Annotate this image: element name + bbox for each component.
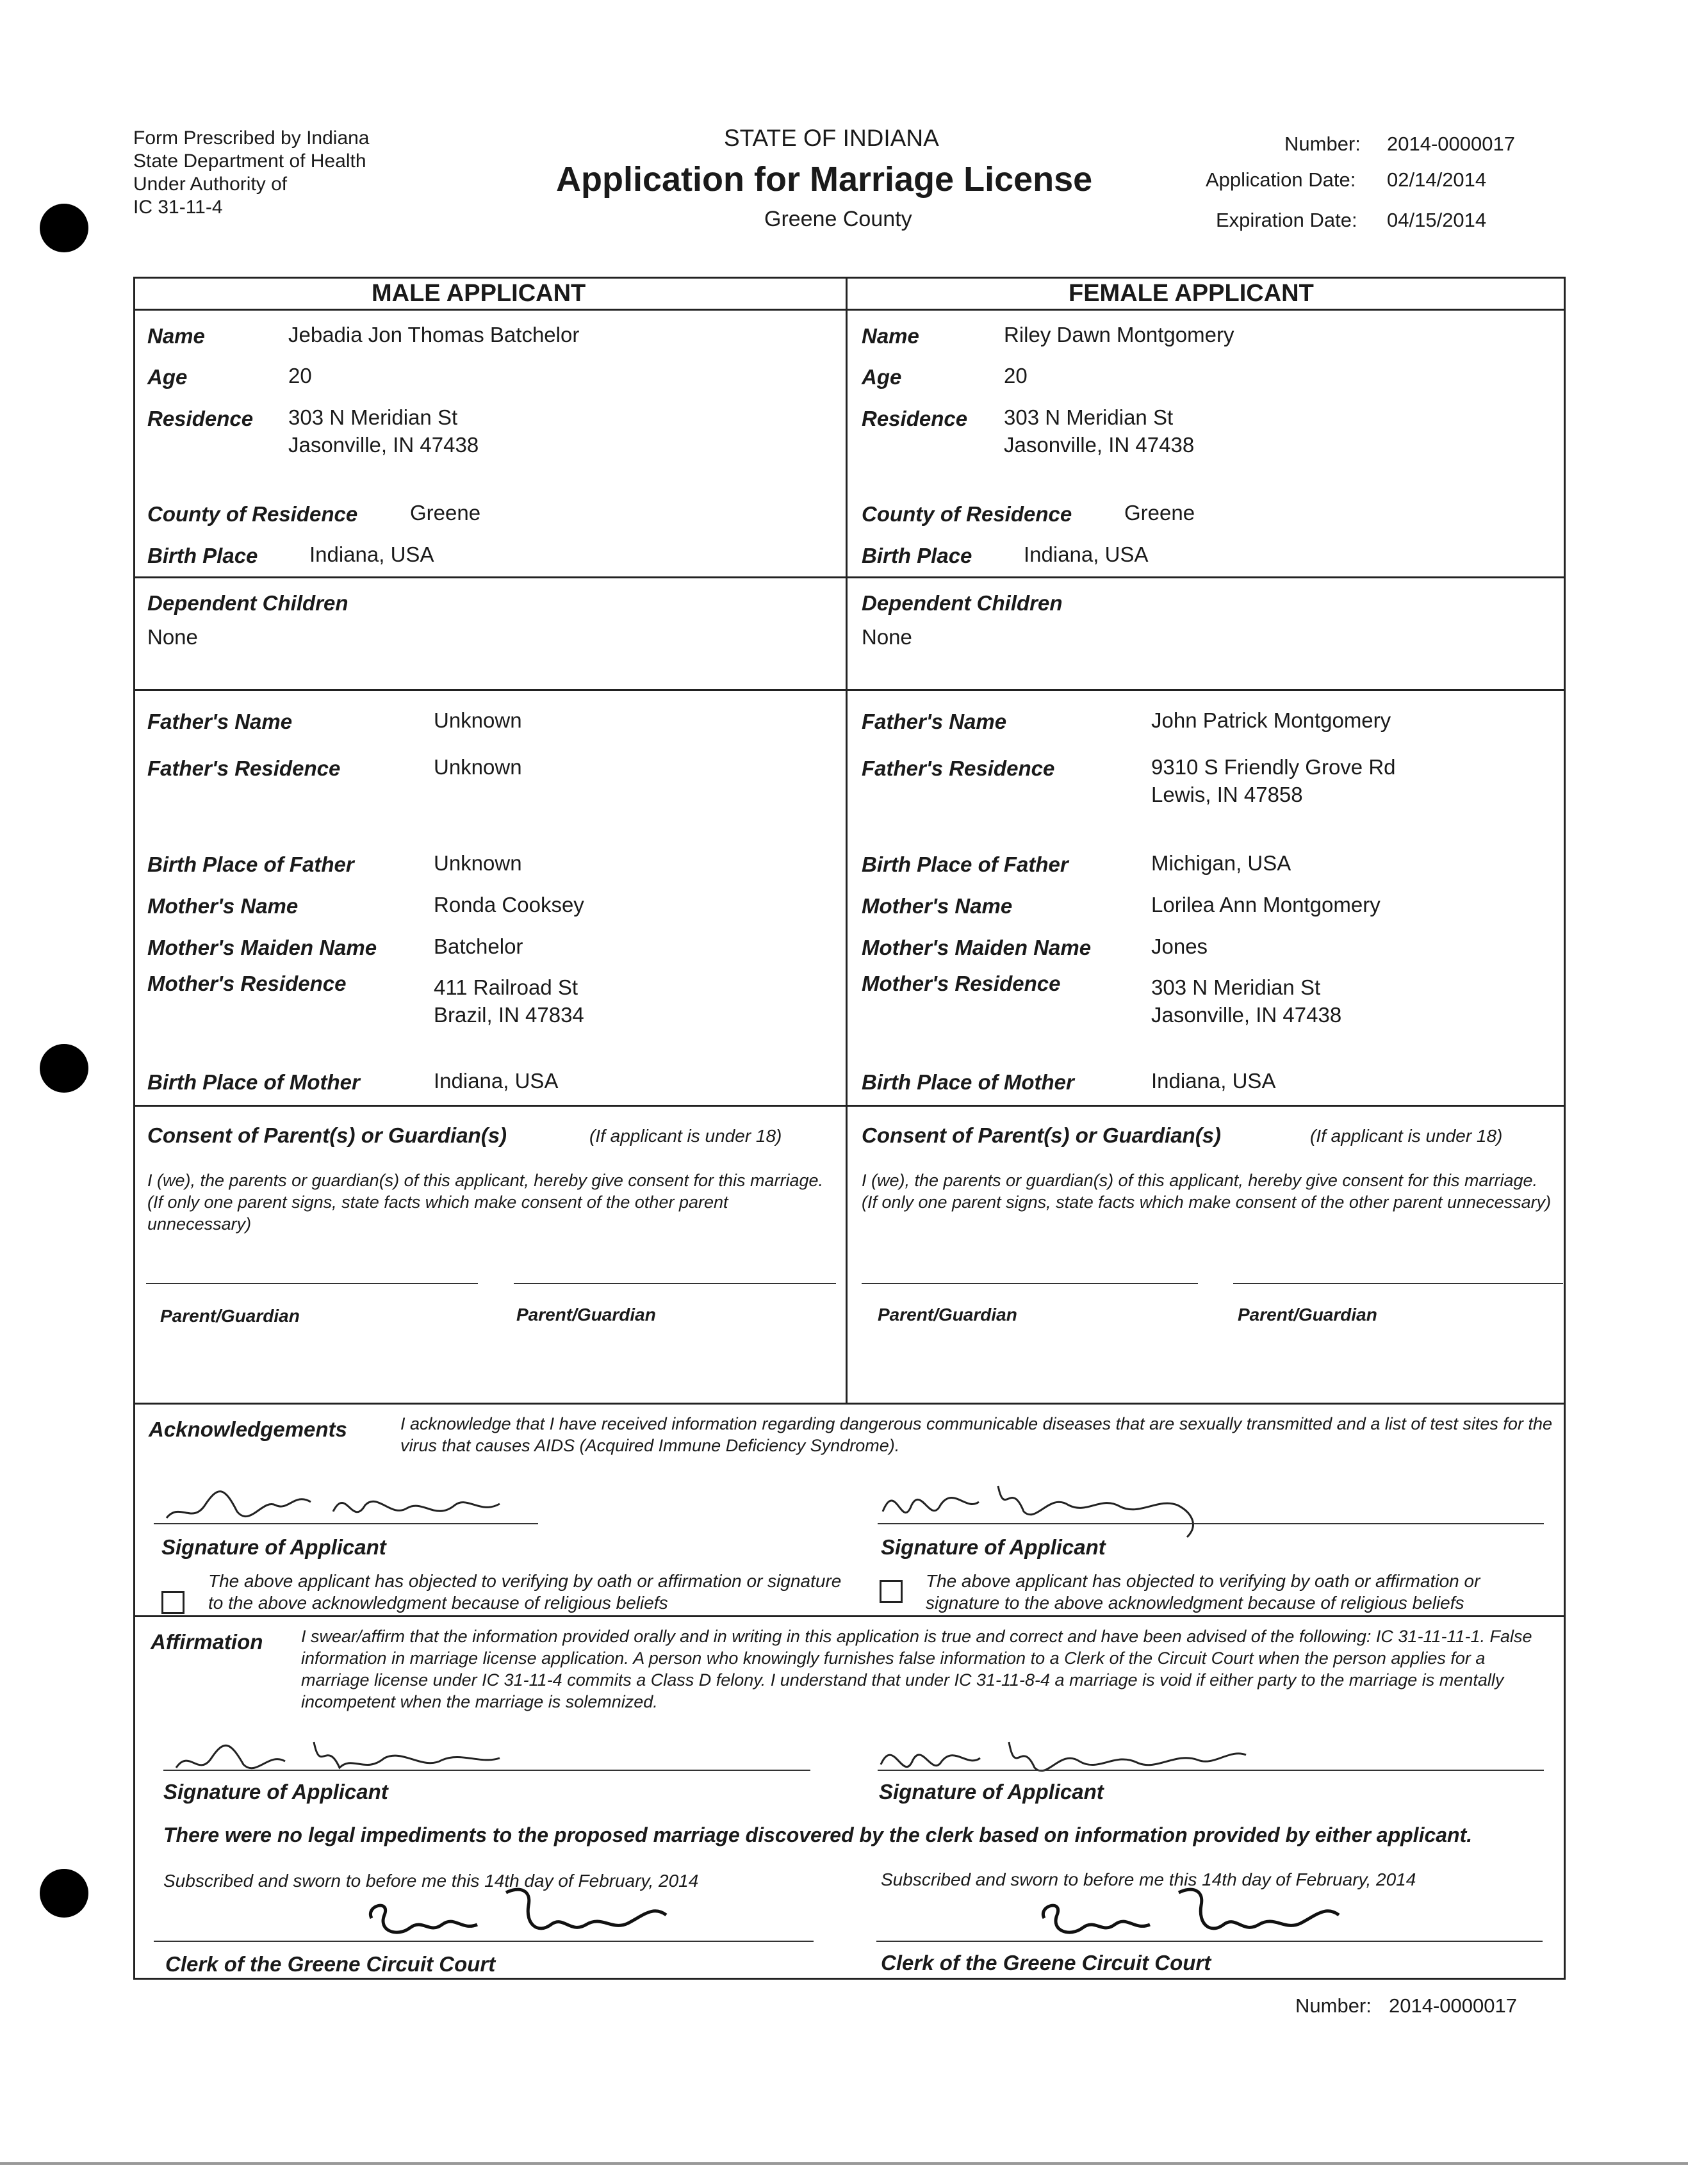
- expiration-date-value: 04/15/2014: [1387, 209, 1487, 231]
- punch-hole-top: [40, 204, 88, 252]
- male-religious-objection-text: The above applicant has objected to verifying by oath or affirmation or signature to the above acknowledgment because of religious beliefs: [208, 1571, 842, 1613]
- male-mothers-residence-line2: Brazil, IN 47834: [434, 1003, 584, 1027]
- female-father-birthplace-label: Birth Place of Father: [862, 852, 1069, 876]
- male-consent-note: (If applicant is under 18): [589, 1126, 782, 1146]
- female-guardian1-signature-line[interactable]: [862, 1283, 1198, 1284]
- female-religious-objection-text: The above applicant has objected to verifying by oath or affirmation or signature to the above acknowledgment because of religious beliefs: [926, 1571, 1480, 1613]
- female-affirmation-signature-label: Signature of Applicant: [879, 1780, 1104, 1804]
- male-clerk-label: Clerk of the Greene Circuit Court: [165, 1952, 496, 1976]
- female-birthplace-label: Birth Place: [862, 544, 972, 567]
- female-mothers-residence-label: Mother's Residence: [862, 972, 1061, 995]
- female-mothers-name-label: Mother's Name: [862, 894, 1013, 918]
- application-date-label: Application Date:: [1206, 168, 1356, 191]
- female-sworn-text: Subscribed and sworn to before me this 14th day of February, 2014: [881, 1870, 1416, 1889]
- male-county-value: Greene: [410, 501, 481, 525]
- female-mothers-name-value: Lorilea Ann Montgomery: [1151, 893, 1381, 917]
- female-applicant-header: FEMALE APPLICANT: [1069, 280, 1314, 307]
- male-dependent-children-value: None: [147, 625, 198, 649]
- affirmation-title: Affirmation: [151, 1630, 263, 1654]
- female-residence-label: Residence: [862, 407, 968, 430]
- male-fathers-residence-line1: Unknown: [434, 755, 522, 779]
- male-applicant-header: MALE APPLICANT: [372, 280, 586, 307]
- prescribed-line-1: Form Prescribed by Indiana: [133, 127, 370, 149]
- number-label: Number:: [1284, 133, 1361, 155]
- male-mothers-maiden-value: Batchelor: [434, 934, 523, 958]
- male-affirmation-signature-line[interactable]: [163, 1770, 810, 1771]
- female-clerk-label: Clerk of the Greene Circuit Court: [881, 1951, 1211, 1975]
- male-acknowledgement-signature-label: Signature of Applicant: [161, 1535, 386, 1559]
- male-age-value: 20: [288, 364, 312, 387]
- male-mothers-residence-line1: 411 Railroad St: [434, 975, 578, 999]
- female-acknowledgement-signature-label: Signature of Applicant: [881, 1535, 1106, 1559]
- male-acknowledgement-signature-line[interactable]: [154, 1523, 538, 1524]
- male-fathers-name-value: Unknown: [434, 708, 522, 732]
- impediments-statement: There were no legal impediments to the proposed marriage discovered by the clerk based on information provided by either applicant.: [163, 1823, 1473, 1846]
- female-county-label: County of Residence: [862, 502, 1072, 526]
- application-date-value: 02/14/2014: [1387, 168, 1487, 191]
- county-name: Greene County: [764, 207, 912, 231]
- male-residence-line2: Jasonville, IN 47438: [288, 433, 479, 457]
- male-guardian2-signature-line[interactable]: [514, 1283, 836, 1284]
- footer-number-value: 2014-0000017: [1389, 1994, 1517, 2017]
- female-dependent-children-value: None: [862, 625, 912, 649]
- male-residence-line1: 303 N Meridian St: [288, 405, 458, 429]
- female-county-value: Greene: [1124, 501, 1195, 525]
- male-guardian2-label: Parent/Guardian: [516, 1305, 656, 1324]
- male-affirmation-signature: [167, 1723, 525, 1787]
- female-name-value: Riley Dawn Montgomery: [1004, 323, 1234, 346]
- female-mother-birthplace-label: Birth Place of Mother: [862, 1070, 1074, 1094]
- male-clerk-signature: [359, 1880, 717, 1950]
- female-residence-line1: 303 N Meridian St: [1004, 405, 1174, 429]
- prescribed-line-2: State Department of Health: [133, 151, 366, 172]
- acknowledgements-text: I acknowledge that I have received information regarding dangerous communicable diseases that are sexually transmitted and a list of test sites for the virus that causes AIDS (Acquired Immune Deficiency Syndrome).: [400, 1414, 1552, 1455]
- male-birthplace-label: Birth Place: [147, 544, 258, 567]
- female-birthplace-value: Indiana, USA: [1024, 542, 1149, 566]
- footer-number-label: Number:: [1295, 1994, 1372, 2017]
- male-mother-birthplace-label: Birth Place of Mother: [147, 1070, 360, 1094]
- female-consent-note: (If applicant is under 18): [1310, 1126, 1503, 1146]
- female-consent-text: I (we), the parents or guardian(s) of this applicant, hereby give consent for this marriage. (If only one parent signs, state facts which make consent of the other parent unnecessary): [862, 1171, 1552, 1212]
- female-consent-title: Consent of Parent(s) or Guardian(s): [862, 1123, 1222, 1147]
- female-affirmation-signature-line[interactable]: [878, 1770, 1544, 1771]
- female-mothers-maiden-value: Jones: [1151, 934, 1208, 958]
- male-consent-title: Consent of Parent(s) or Guardian(s): [147, 1123, 507, 1147]
- female-religious-objection-checkbox[interactable]: [880, 1580, 903, 1603]
- male-age-label: Age: [147, 365, 188, 389]
- female-mother-birthplace-value: Indiana, USA: [1151, 1069, 1276, 1093]
- female-name-label: Name: [862, 324, 919, 348]
- female-mothers-residence-line2: Jasonville, IN 47438: [1151, 1003, 1342, 1027]
- male-name-label: Name: [147, 324, 205, 348]
- male-mother-birthplace-value: Indiana, USA: [434, 1069, 559, 1093]
- male-residence-label: Residence: [147, 407, 254, 430]
- female-guardian2-signature-line[interactable]: [1233, 1283, 1563, 1284]
- male-fathers-name-label: Father's Name: [147, 710, 293, 733]
- scan-edge: [0, 2162, 1688, 2165]
- male-mothers-name-label: Mother's Name: [147, 894, 299, 918]
- prescribed-line-3: Under Authority of: [133, 174, 288, 195]
- male-dependent-children-label: Dependent Children: [147, 591, 348, 615]
- female-age-value: 20: [1004, 364, 1028, 387]
- male-father-birthplace-label: Birth Place of Father: [147, 852, 354, 876]
- female-fathers-name-value: John Patrick Montgomery: [1151, 708, 1391, 732]
- male-clerk-signature-line[interactable]: [154, 1941, 814, 1942]
- male-fathers-residence-label: Father's Residence: [147, 756, 341, 780]
- punch-hole-bottom: [40, 1869, 88, 1918]
- male-guardian1-label: Parent/Guardian: [160, 1306, 300, 1326]
- male-sworn-text: Subscribed and sworn to before me this 14th day of February, 2014: [163, 1871, 699, 1891]
- male-mothers-name-value: Ronda Cooksey: [434, 893, 584, 917]
- male-religious-objection-checkbox[interactable]: [161, 1591, 184, 1614]
- state-name: STATE OF INDIANA: [724, 125, 939, 151]
- female-dependent-children-label: Dependent Children: [862, 591, 1063, 615]
- male-birthplace-value: Indiana, USA: [309, 542, 434, 566]
- punch-hole-middle: [40, 1044, 88, 1093]
- female-fathers-residence-line2: Lewis, IN 47858: [1151, 783, 1303, 806]
- number-value: 2014-0000017: [1387, 133, 1515, 155]
- female-mothers-maiden-label: Mother's Maiden Name: [862, 936, 1092, 959]
- female-fathers-residence-label: Father's Residence: [862, 756, 1055, 780]
- affirmation-text: I swear/affirm that the information provided orally and in writing in this application is true and correct and have been advised of the following: IC 31-11-11-1. False information in marriage license application. A person who knowingly furnishes false information to a Clerk of the Circuit Court when the person applies for a marriage license under IC 31-11-4 commits a Class D felony. I understand that under IC 31-11-8-4 a marriage is void if either party to the marriage is mentally incompetent when the marriage is solemnized.: [301, 1627, 1532, 1711]
- male-mothers-maiden-label: Mother's Maiden Name: [147, 936, 377, 959]
- female-clerk-signature: [1031, 1880, 1390, 1950]
- female-guardian2-label: Parent/Guardian: [1238, 1305, 1377, 1324]
- acknowledgements-title: Acknowledgements: [149, 1417, 347, 1441]
- female-fathers-name-label: Father's Name: [862, 710, 1007, 733]
- female-acknowledgement-signature-line[interactable]: [878, 1523, 1544, 1524]
- female-guardian1-label: Parent/Guardian: [878, 1305, 1017, 1324]
- female-father-birthplace-value: Michigan, USA: [1151, 851, 1291, 875]
- male-name-value: Jebadia Jon Thomas Batchelor: [288, 323, 580, 346]
- female-mothers-residence-line1: 303 N Meridian St: [1151, 975, 1321, 999]
- male-affirmation-signature-label: Signature of Applicant: [163, 1780, 388, 1804]
- prescribed-line-4: IC 31-11-4: [133, 197, 223, 218]
- male-consent-text: I (we), the parents or guardian(s) of this applicant, hereby give consent for this marriage. (If only one parent signs, state facts which make consent of the other parent unnecessary): [147, 1171, 824, 1234]
- female-fathers-residence-line1: 9310 S Friendly Grove Rd: [1151, 755, 1396, 779]
- page-title: Application for Marriage License: [556, 160, 1093, 199]
- male-father-birthplace-value: Unknown: [434, 851, 522, 875]
- male-county-label: County of Residence: [147, 502, 358, 526]
- female-residence-line2: Jasonville, IN 47438: [1004, 433, 1195, 457]
- male-mothers-residence-label: Mother's Residence: [147, 972, 347, 995]
- male-guardian1-signature-line[interactable]: [146, 1283, 478, 1284]
- female-clerk-signature-line[interactable]: [876, 1941, 1543, 1942]
- male-acknowledgement-signature: [154, 1467, 551, 1537]
- female-age-label: Age: [862, 365, 902, 389]
- expiration-date-label: Expiration Date:: [1216, 209, 1357, 231]
